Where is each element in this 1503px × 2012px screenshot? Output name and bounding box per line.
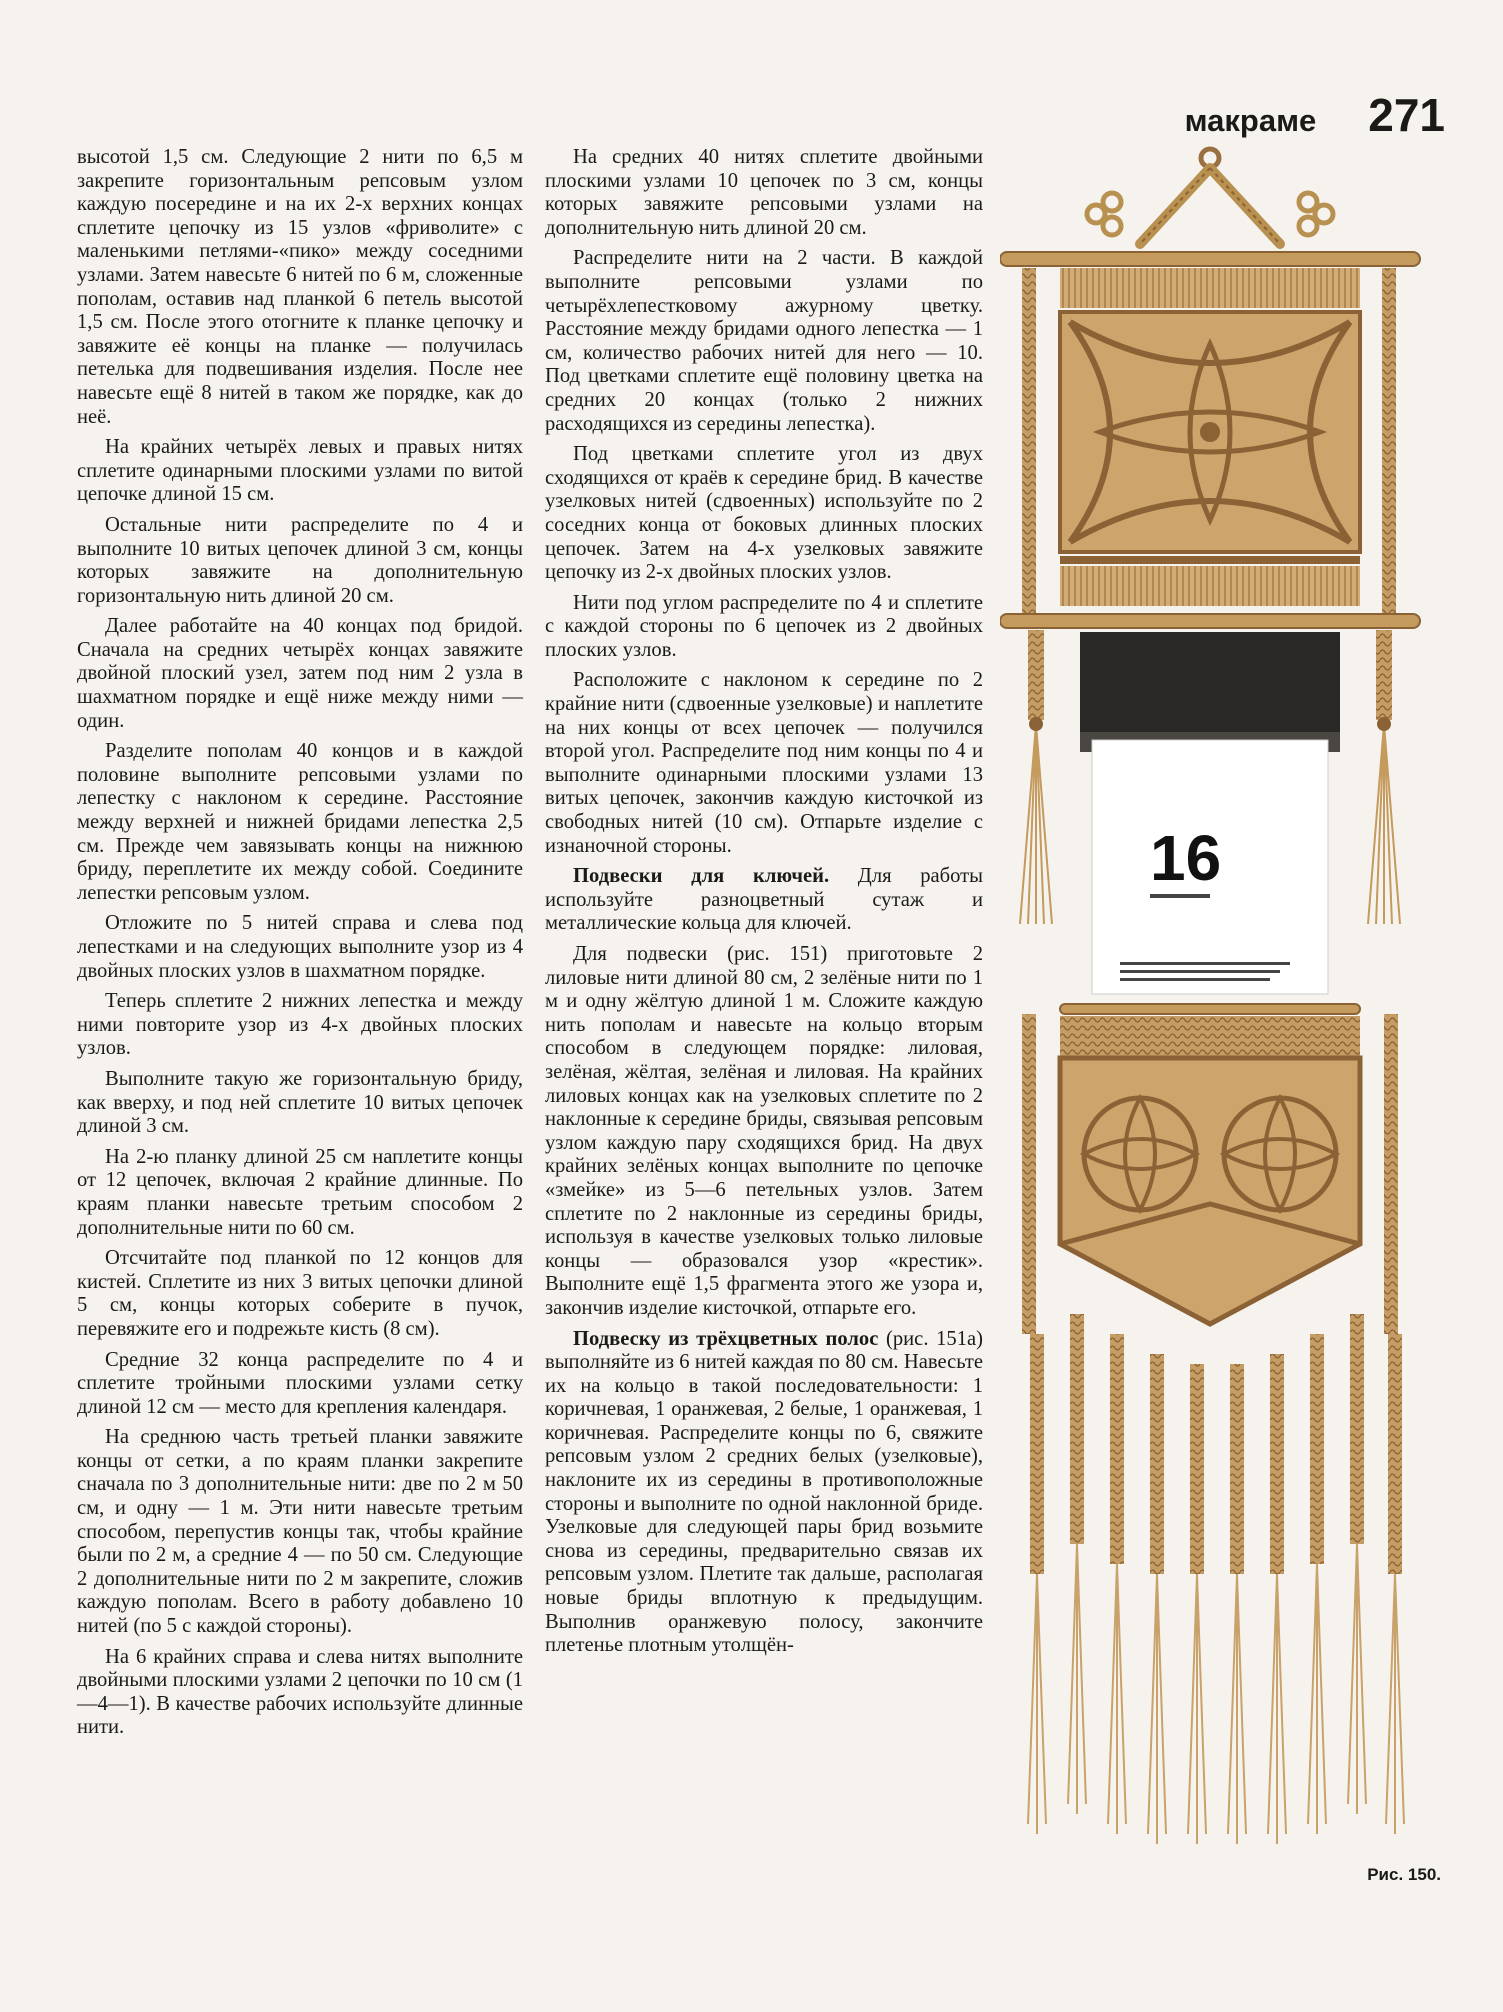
- paragraph: Под цветками сплетите угол из двух сходящихся от краёв к середине брид. В качестве узелковых нитей (сдвоенных) используйте по 2 соседних конца от боковых длинных плоских цепочек. Затем на 4-х узелковых завяжите цепочку из 2-х двойных плоских узлов.: [545, 443, 983, 584]
- paragraph: Расположите с наклоном к середине по 2 крайние нити (сдвоенные узелковые) и наплетите на них концы от всех цепочек — получился второй угол. Распределите под ним концы по 4 и выполните одинарными плоскими узлами 13 витых цепочек, закончив каждую кисточкой из свободных нитей (10 см). Отпарьте изделие с изнаночной стороны.: [545, 669, 983, 857]
- subheading-three-color: Подвеску из трёхцветных полос: [573, 1327, 879, 1350]
- paragraph: На среднюю часть третьей планки завяжите концы от сетки, а по краям планки закрепите сначала по 3 дополнительные нити: две по 2 м 50 см, и одну — 1 м. Эти нити навесьте третьим способом, перепустив концы так, чтобы крайние были по 2 м, а средние 4 — по 50 см. Следующие 2 дополнительные нити по 2 м закрепите, сложив каждую пополам. Всего в работу добавлено 10 нитей (по 5 с каждой стороны).: [77, 1426, 523, 1638]
- paragraph-text: Для работы используйте разноцветный сутаж и металлические кольца для ключей.: [545, 865, 984, 935]
- paragraph: высотой 1,5 см. Следующие 2 нити по 6,5 м закрепите горизонтальным репсовым узлом каждую посередине и на их 2-х верхних концах сплетите цепочку из 15 узлов «фриволите» с маленькими петлями-«пико» между соседними узлами. Затем навесьте 6 нитей по 6 м, сложенные пополам, оставив над планкой 6 петель высотой 1,5 см. После этого отогните к планке цепочку и завяжите её концы на планке — получилась петелька для подвешивания изделия. После нее навесьте ещё 8 нитей в таком же порядке, как до неё.: [77, 146, 523, 428]
- macrame-illustration: [1000, 144, 1455, 1856]
- fringe-tassels: [1028, 1544, 1404, 1844]
- paragraph-text: (рис. 151а) выполняйте из 6 нитей каждая по 80 см. Навесьте их на кольцо в такой последовательности: 1 коричневая, 1 оранжевая, 2 белые, 1 оранжевая, 1 коричневая. Распределите концы по 6, свяжите репсовым узлом 2 средних белых (узелковые), наклоните их из середины в противоположные стороны и выполните по одной наклонной бриде. Узелковые для следующей пары брид возьмите снова из середины, предварительно связав их репсовым узлом. Плетите так дальше, располагая новые бриды вплотную к предыдущим. Выполнив оранжевую полосу, закончите плетенье плотным утолщён-: [545, 1327, 983, 1657]
- rod-top: [1000, 252, 1420, 266]
- lower-panel: [1022, 1014, 1398, 1334]
- paragraph: Средние 32 конца распределите по 4 и сплетите тройными плоскими узлами сетку длиной 12 см — место для крепления календаря.: [77, 1348, 523, 1418]
- paragraph: Остальные нити распределите по 4 и выполните 10 витых цепочек длиной 3 см, концы которых завяжите на дополнительную горизонтальную нить длиной 20 см.: [77, 513, 523, 607]
- figure-caption: Рис. 150.: [1367, 1865, 1441, 1884]
- rod-lower: [1060, 1004, 1360, 1014]
- paragraph: На 6 крайних справа и слева нитях выполните двойными плоскими узлами 2 цепочки по 10 см (1—4—1). В качестве рабочих используйте длинные нити.: [77, 1645, 523, 1739]
- paragraph: Отсчитайте под планкой по 12 концов для кистей. Сплетите из них 3 витых цепочки длиной 5 см, концы которых соберите в пучок, перевяжите его и подрежьте кисть (8 см).: [77, 1247, 523, 1340]
- page-header: [1185, 88, 1445, 142]
- paragraph: На 2-ю планку длиной 25 см наплетите концы от 12 цепочек, включая 2 крайние длинные. По краям планки навесьте третьим способом 2 дополнительные нити по 60 см.: [77, 1145, 523, 1239]
- paragraph: Распределите нити на 2 части. В каждой выполните репсовыми узлами по четырёхлепестковому ажурному цветку. Расстояние между бридами одного лепестка — 1 см, количество рабочих нитей для него — 10. Под цветками сплетите ещё половину цветка на средних 20 концах (только 2 нижних расходящихся из середины лепестка).: [545, 247, 983, 435]
- paragraph: Для подвески (рис. 151) приготовьте 2 лиловые нити длиной 80 см, 2 зелёные нити по 1 м и одну жёлтую длиной 1 м. Сложите каждую нить пополам и навесьте на кольцо вторым способом в следующем порядке: лиловая, зелёная, жёлтая, зелёная и лиловая. На крайних лиловых концах как на узелковых сплетите по 2 наклонные к середине бриды, связывая репсовым узлом каждую пару сходящихся брид. На двух крайних зелёных концах выполните по цепочке «змейке» из 5—6 петельных узлов. Затем сплетите по 2 наклонные из середины бриды, используя в качестве узелковых только лиловые концы — образовался узор «крестик». Выполните ещё 1,5 фрагмента этого же узора и, закончив изделие кисточкой, отпарьте его.: [545, 943, 983, 1319]
- paragraph: Отложите по 5 нитей справа и слева под лепестками и на следующих выполните узор из 4 двойных плоских узлов в шахматном порядке.: [77, 912, 523, 982]
- paragraph: Далее работайте на 40 концах под бридой. Сначала на средних четырёх концах завяжите двойной плоский узел, затем под ним 2 узла в шахматном порядке и ещё ниже между ними — один.: [77, 615, 523, 732]
- paragraph: Нити под углом распределите по 4 и сплетите с каждой стороны по 6 цепочек из 2 двойных плоских узлов.: [545, 591, 983, 661]
- upper-panel: [1060, 312, 1360, 606]
- subheading-keys-pendant: Подвески для ключей.: [573, 865, 830, 888]
- paragraph: На средних 40 нитях сплетите двойными плоскими узлами 10 цепочек по 3 см, концы которых завяжите репсовыми узлами на дополнительную нить длиной 20 см.: [545, 146, 983, 239]
- paragraph-three-color: [545, 1328, 983, 1658]
- paragraph: Выполните такую же горизонтальную бриду, как вверху, и под ней сплетите 10 витых цепочек длиной 3 см.: [77, 1067, 523, 1138]
- text-column-left: [77, 146, 523, 1747]
- macrame-drawing: [1000, 144, 1455, 1856]
- paragraph-keys-pendant: [545, 865, 983, 936]
- paragraph: Теперь сплетите 2 нижних лепестка и между ними повторите узор из 4-х двойных плоских узлов.: [77, 990, 523, 1060]
- hanging-loop: [1087, 149, 1333, 244]
- lower-net: [1060, 1016, 1360, 1056]
- calendar-day-number: 16: [1150, 822, 1222, 894]
- calendar: [1080, 632, 1340, 994]
- text-column-middle: [545, 146, 983, 1665]
- rod-middle: [1000, 614, 1420, 628]
- page-number: 271: [1368, 89, 1445, 141]
- section-title: макраме: [1184, 103, 1317, 138]
- paragraph: На крайних четырёх левых и правых нитях сплетите одинарными плоскими узлами по витой цепочке длиной 15 см.: [77, 436, 523, 506]
- fringe-chains: [1030, 1314, 1402, 1574]
- paragraph: Разделите пополам 40 концов и в каждой половине выполните репсовыми узлами по лепестку с наклоном к середине. Расстояние между верхней и нижней бридами лепестка 2,5 см. Прежде чем завязывать концы на нижнюю бриду, переплетите их между собой. Соедините лепестки репсовым узлом.: [77, 740, 523, 904]
